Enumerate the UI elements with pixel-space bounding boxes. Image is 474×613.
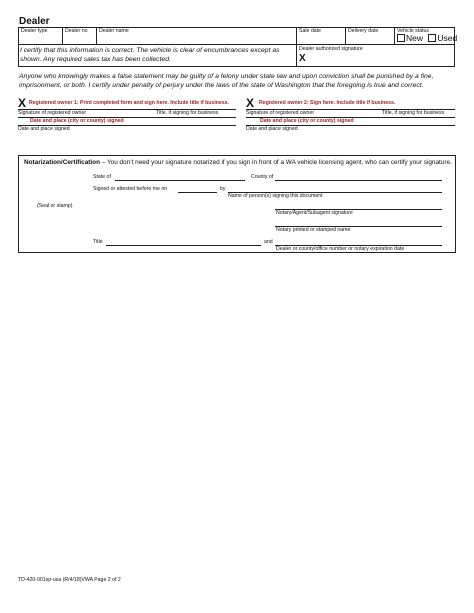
dealer-certify-text: I certify that this information is correct. The vehicle is clear of encumbrances except as shown. Any required sales tax has been collected. [20,47,280,63]
state-of-field[interactable] [115,173,245,180]
owner1-signature-field[interactable] [18,101,236,109]
owner2-signature-field[interactable] [246,101,455,109]
dealer-signature-x-mark: X [299,53,306,64]
form-id-footer: TD-420-001sp-usa (R/4/18)VWA Page 2 of 2 [18,577,121,583]
owner1-signature-label: Signature of registered owner [18,110,87,116]
owner2-title-label: Title, if signing for business [382,110,445,116]
owner2-date-label: Date and place signed [246,126,298,132]
sale-date-label: Sale date [299,28,321,34]
state-of-label: State of [93,174,111,180]
signed-date-field[interactable] [178,185,217,192]
by-label: by [220,186,226,192]
expiration-field[interactable] [275,238,442,245]
dealer-type-field[interactable] [20,34,60,43]
dealer-name-field[interactable] [98,34,294,43]
seal-or-stamp-label: (Seal or stamp) [37,203,73,209]
notary-intro-text: – You don’t need your signature notarized if you sign in front of a WA vehicle licensing agent, who can certify your signature. [99,159,452,166]
owner2-signature-label: Signature of registered owner [246,110,315,116]
new-label: New [406,33,424,43]
used-label: Used [437,33,458,43]
vehicle-status-options [397,34,457,43]
dealer-signature-field[interactable] [310,53,450,65]
dealer-no-label: Dealer no [65,28,88,34]
dealer-signature-label: Dealer authorized signature [299,46,363,52]
notary-intro [24,159,452,167]
and-label: and [264,239,273,245]
owner1-title-label: Title, if signing for business [156,110,219,116]
owner2-x-mark: X [246,96,255,110]
notary-printed-name-field[interactable] [275,219,442,226]
county-of-field[interactable] [275,173,442,180]
owner1-place-label: Date and place (city or county) signed [30,118,124,124]
vehicle-status-label: Vehicle status [397,28,430,34]
dealer-type-label: Dealer type [21,28,48,34]
sale-date-field[interactable] [298,34,343,43]
signed-before-label: Signed or attested before me on [93,186,168,192]
notary-heading: Notarization/Certification [24,159,100,166]
perjury-statement: Anyone who knowingly makes a false statement may be guilty of a felony under state law and upon conviction shall be punished by a fine, imprisonment, or both. I certify under penalty of perjury under the laws of the state of Washington that the foregoing is true and correct. [19,73,434,89]
owner2-place-label: Date and place (city or county) signed [260,118,354,124]
delivery-date-label: Delivery date [348,28,379,34]
delivery-date-field[interactable] [347,34,392,43]
notary-title-label: Title [93,239,103,245]
new-checkbox[interactable] [397,34,405,42]
notary-signature-field[interactable] [275,202,442,209]
county-of-label: County of [251,174,274,180]
persons-signing-label: Name of person(s) signing this document [228,193,323,199]
owner1-x-mark: X [18,96,27,110]
expiration-label: Dealer or county/office number or notary expiration date [276,246,405,252]
dealer-no-field[interactable] [64,34,94,43]
used-checkbox[interactable] [428,34,436,42]
owner2-instruction: Registered owner 2: Sign here. Include title if business. [259,100,396,106]
notary-signature-label: Notary/Agent/Subagent signature [276,210,353,216]
owner1-instruction: Registered owner 1: Print completed form and sign here. Include title if business. [29,100,230,106]
owner1-date-label: Date and place signed [18,126,70,132]
dealer-name-label: Dealer name [99,28,129,34]
notary-title-field[interactable] [106,238,261,245]
dealer-heading: Dealer [19,16,50,27]
persons-signing-field[interactable] [228,185,442,192]
notary-printed-name-label: Notary printed or stamped name [276,227,351,233]
